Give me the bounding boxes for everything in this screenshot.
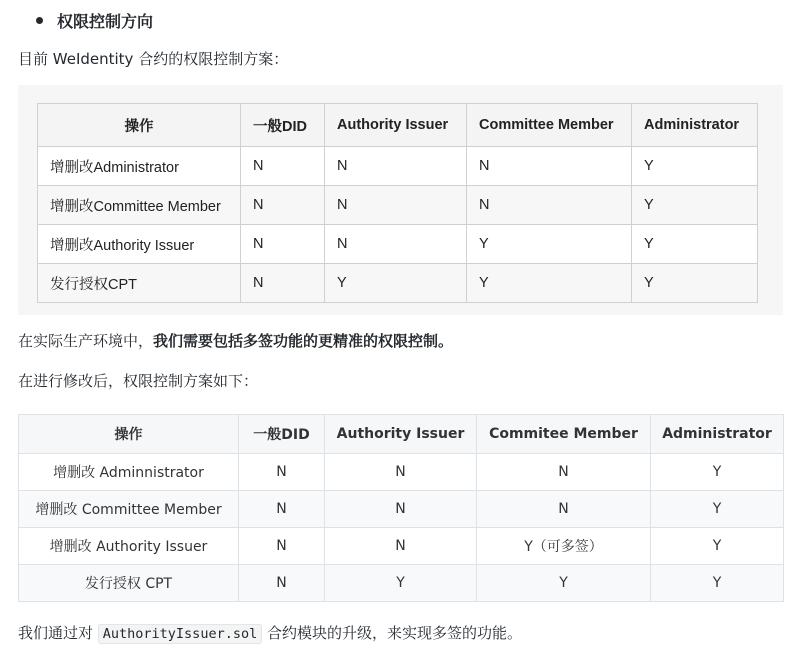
table-cell: N (325, 147, 467, 186)
inline-code: AuthorityIssuer.sol (98, 624, 262, 644)
table-cell: N (325, 491, 477, 528)
table-cell: 发行授权 CPT (19, 565, 239, 602)
header-cell: 一般DID (241, 104, 325, 147)
table-cell: N (325, 454, 477, 491)
table-cell: Y (632, 186, 758, 225)
table-cell: 增删改 Committee Member (19, 491, 239, 528)
table-cell: Y（可多签） (477, 528, 651, 565)
table-cell: N (467, 186, 632, 225)
section-heading: 权限控制方向 (57, 11, 154, 31)
table-cell: N (477, 491, 651, 528)
table-cell: N (477, 454, 651, 491)
new-permission-table (18, 414, 784, 602)
header-cell: Authority Issuer (325, 415, 477, 454)
table-cell: Y (651, 565, 784, 602)
bullet-dot-icon (36, 17, 43, 24)
header-cell: Administrator (632, 104, 758, 147)
table-cell: 增删改 Adminnistrator (19, 454, 239, 491)
table-cell: Y (467, 225, 632, 264)
table-header-row (38, 104, 758, 147)
table-cell: N (239, 528, 325, 565)
header-cell: 一般DID (239, 415, 325, 454)
production-paragraph (18, 330, 453, 352)
table-cell: N (325, 225, 467, 264)
upgrade-paragraph (18, 622, 522, 645)
table-cell: Y (651, 491, 784, 528)
table-header-row (19, 415, 784, 454)
table-row (19, 454, 784, 491)
header-cell: Committee Member (467, 104, 632, 147)
table-cell: Y (651, 528, 784, 565)
table-row (38, 264, 758, 303)
table-row (19, 565, 784, 602)
table-cell: 增删改Committee Member (38, 186, 241, 225)
table-cell: 增删改Authority Issuer (38, 225, 241, 264)
table-row (38, 147, 758, 186)
header-cell: 操作 (38, 104, 241, 147)
upgrade-text-suffix: 合约模块的升级，来实现多签的功能。 (262, 624, 522, 642)
header-cell: Administrator (651, 415, 784, 454)
table-cell: 发行授权CPT (38, 264, 241, 303)
table-cell: Y (477, 565, 651, 602)
table-cell: N (241, 264, 325, 303)
permission-table-image (18, 85, 783, 315)
current-permission-table (37, 103, 758, 303)
section-bullet (36, 8, 153, 32)
modified-paragraph: 在进行修改后，权限控制方案如下： (18, 372, 259, 390)
intro-paragraph: 目前 WeIdentity 合约的权限控制方案： (18, 50, 289, 68)
header-cell: 操作 (19, 415, 239, 454)
upgrade-text-prefix: 我们通过对 (18, 624, 98, 642)
table-row (38, 186, 758, 225)
table-cell: N (239, 565, 325, 602)
table-cell: 增删改Administrator (38, 147, 241, 186)
table-cell: N (241, 147, 325, 186)
header-cell: Authority Issuer (325, 104, 467, 147)
table-cell: Y (632, 225, 758, 264)
table-row (19, 528, 784, 565)
production-bold-text: 我们需要包括多签功能的更精准的权限控制。 (153, 332, 454, 350)
table-cell: Y (467, 264, 632, 303)
table-cell: N (239, 454, 325, 491)
table-cell: Y (325, 565, 477, 602)
table-cell: Y (325, 264, 467, 303)
production-text: 在实际生产环境中， (18, 332, 154, 350)
table-cell: N (325, 528, 477, 565)
table-cell: 增删改 Authority Issuer (19, 528, 239, 565)
table-cell: N (239, 491, 325, 528)
table-row (38, 225, 758, 264)
table-cell: N (467, 147, 632, 186)
table-cell: Y (651, 454, 784, 491)
table-cell: N (241, 225, 325, 264)
table-cell: Y (632, 147, 758, 186)
table-cell: Y (632, 264, 758, 303)
table-cell: N (241, 186, 325, 225)
table-cell: N (325, 186, 467, 225)
table-row (19, 491, 784, 528)
header-cell: Commitee Member (477, 415, 651, 454)
